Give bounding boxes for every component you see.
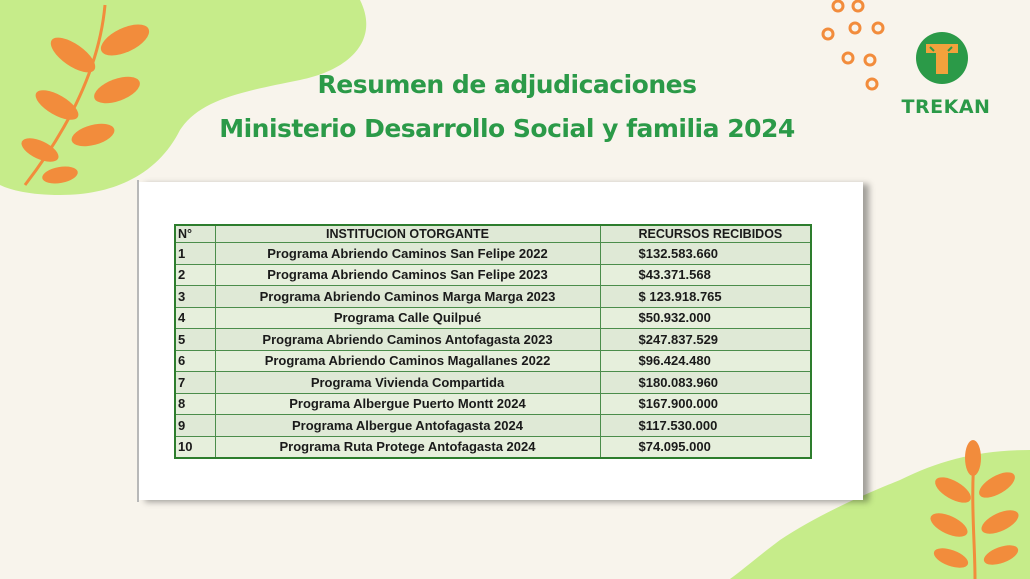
row-institution: Programa Vivienda Compartida	[215, 372, 600, 394]
row-resources: $74.095.000	[600, 436, 811, 458]
leaf-branch-icon	[5, 0, 165, 200]
table-row	[175, 372, 811, 394]
table-row	[175, 350, 811, 372]
row-number: 2	[175, 264, 215, 286]
row-number: 9	[175, 415, 215, 437]
header-institution: INSTITUCION OTORGANTE	[215, 225, 600, 243]
row-institution: Programa Abriendo Caminos Marga Marga 2023	[215, 286, 600, 308]
row-resources: $96.424.480	[600, 350, 811, 372]
row-institution: Programa Ruta Protege Antofagasta 2024	[215, 436, 600, 458]
row-resources: $132.583.660	[600, 243, 811, 265]
row-resources: $247.837.529	[600, 329, 811, 351]
page-title: Resumen de adjudicaciones	[317, 70, 697, 99]
row-institution: Programa Albergue Antofagasta 2024	[215, 415, 600, 437]
header-resources: RECURSOS RECIBIDOS	[600, 225, 811, 243]
row-resources: $180.083.960	[600, 372, 811, 394]
row-institution: Programa Abriendo Caminos Antofagasta 2023	[215, 329, 600, 351]
table-row	[175, 286, 811, 308]
row-number: 7	[175, 372, 215, 394]
row-resources: $43.371.568	[600, 264, 811, 286]
table-row	[175, 436, 811, 458]
row-institution: Programa Abriendo Caminos Magallanes 2022	[215, 350, 600, 372]
row-resources: $ 123.918.765	[600, 286, 811, 308]
header-number: N°	[175, 225, 215, 243]
row-institution: Programa Abriendo Caminos San Felipe 2023	[215, 264, 600, 286]
table-row	[175, 393, 811, 415]
row-institution: Programa Calle Quilpué	[215, 307, 600, 329]
row-resources: $117.530.000	[600, 415, 811, 437]
row-institution: Programa Abriendo Caminos San Felipe 2022	[215, 243, 600, 265]
table-row	[175, 307, 811, 329]
table-row	[175, 329, 811, 351]
row-number: 6	[175, 350, 215, 372]
brand-name: TREKAN	[901, 96, 991, 118]
table-row	[175, 243, 811, 265]
row-number: 5	[175, 329, 215, 351]
leaf-branch-bottom-icon	[915, 440, 1030, 579]
row-number: 4	[175, 307, 215, 329]
page-subtitle: Ministerio Desarrollo Social y familia 2024	[219, 114, 795, 143]
awards-table	[174, 224, 812, 459]
table-row	[175, 264, 811, 286]
row-number: 3	[175, 286, 215, 308]
row-number: 10	[175, 436, 215, 458]
row-institution: Programa Albergue Puerto Montt 2024	[215, 393, 600, 415]
table-header-row	[175, 225, 811, 243]
row-number: 1	[175, 243, 215, 265]
row-resources: $167.900.000	[600, 393, 811, 415]
row-number: 8	[175, 393, 215, 415]
table-row	[175, 415, 811, 437]
row-resources: $50.932.000	[600, 307, 811, 329]
